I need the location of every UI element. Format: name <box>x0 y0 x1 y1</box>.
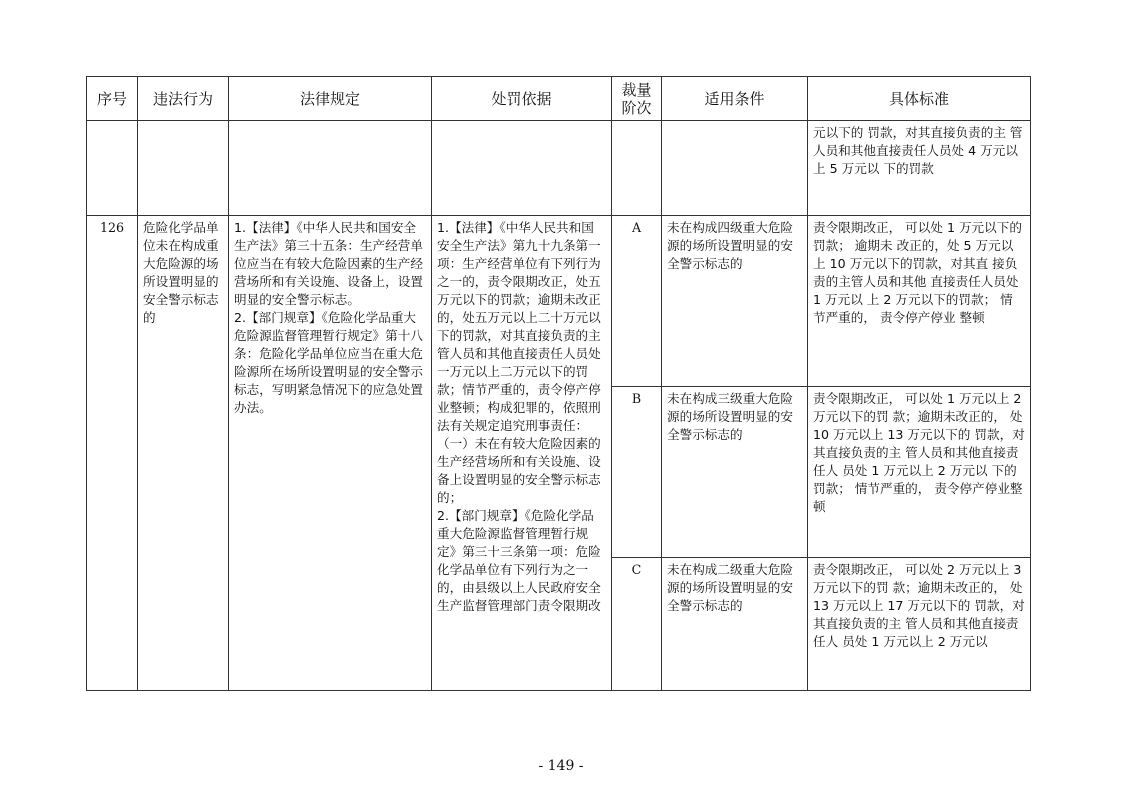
continued-law-cell <box>229 121 432 216</box>
condition-c-cell: 未在构成二级重大危险源的场所设置明显的安全警示标志的 <box>662 558 808 691</box>
header-law: 法律规定 <box>229 77 432 121</box>
row-law-cell <box>229 216 432 691</box>
page-number: - 149 - <box>538 758 584 774</box>
penalty-item-1-clause: （一）未在有较大危险因素的生产经营场所和有关设施、设备上设置明显的安全警示标志的； <box>437 436 601 505</box>
law-item-1: 1.【法律】《中华人民共和国安全生产法》第三十五条：生产经营单位应当在有较大危险因素的生产经营场所和有关设施、设备上，设置明显的安全警示标志。 <box>234 220 423 307</box>
level-c-cell: C <box>612 558 662 691</box>
row-penalty-basis-cell <box>432 216 612 691</box>
standard-b-cell: 责令限期改正， 可以处 1 万元以上 2 万元以下的罚 款；逾期未改正的， 处 10 万元以上 13 万元以下的 罚款，对其直接负责的主 管人员和其他直接责任人 员处 1 万元以上 2 万元以 下的罚款； 情节严重的， 责令停产停业整顿 <box>808 387 1031 558</box>
row-violation-cell: 危险化学品单位未在构成重大危险源的场所设置明显的安全警示标志的 <box>138 216 229 691</box>
continued-condition-cell <box>662 121 808 216</box>
law-item-2: 2.【部门规章】《危险化学品重大危险源监督管理暂行规定》第十八条：危险化学品单位应当在重大危险源所在场所设置明显的安全警示标志，写明紧急情况下的应急处置办法。 <box>234 310 423 415</box>
header-level: 裁量阶次 <box>612 77 662 121</box>
header-seq: 序号 <box>87 77 138 121</box>
table-row-126-level-a <box>87 216 1031 387</box>
table-row-continued <box>87 121 1031 216</box>
continued-seq-cell <box>87 121 138 216</box>
header-violation: 违法行为 <box>138 77 229 121</box>
penalty-standards-table <box>86 76 1031 691</box>
penalty-item-2: 2.【部门规章】《危险化学品重大危险源监督管理暂行规定》第三十三条第一项：危险化学品单位有下列行为之一的，由县级以上人民政府安全生产监督管理部门责令限期改 <box>437 508 601 613</box>
header-condition: 适用条件 <box>662 77 808 121</box>
penalty-item-1: 1.【法律】《中华人民共和国安全生产法》第九十九条第一项：生产经营单位有下列行为之一的，责令限期改正，处五万元以下的罚款；逾期未改正的，处五万元以上二十万元以下的罚款，对其直接负责的主管人员和其他直接责任人员处一万元以上二万元以下的罚款；情节严重的，责令停产停业整顿；构成犯罪的，依照刑法有关规定追究刑事责任： <box>437 220 601 433</box>
continued-violation-cell <box>138 121 229 216</box>
row-seq-cell: 126 <box>87 216 138 691</box>
table-header-row <box>87 77 1031 121</box>
level-b-cell: B <box>612 387 662 558</box>
header-penalty-basis: 处罚依据 <box>432 77 612 121</box>
standard-c-cell: 责令限期改正， 可以处 2 万元以上 3 万元以下的罚 款；逾期未改正的， 处 13 万元以上 17 万元以下的 罚款，对其直接负责的主 管人员和其他直接责任人 员处 1 万元以上 2 万元以 <box>808 558 1031 691</box>
condition-b-cell: 未在构成三级重大危险源的场所设置明显的安全警示标志的 <box>662 387 808 558</box>
level-a-cell: A <box>612 216 662 387</box>
continued-penalty-cell <box>432 121 612 216</box>
continued-standard-cell: 元以下的 罚款，对其直接负责的主 管人员和其他直接责任人员处 4 万元以上 5 万元以 下的罚款 <box>808 121 1031 216</box>
standard-a-cell: 责令限期改正， 可以处 1 万元以下的罚款； 逾期未 改正的，处 5 万元以上 10 万元以下的罚款，对其直 接负责的主管人员和其他 直接责任人员处 1 万元以 上 2 万元以下的罚款； 情 节严重的， 责令停产停业 整顿 <box>808 216 1031 387</box>
continued-level-cell <box>612 121 662 216</box>
condition-a-cell: 未在构成四级重大危险源的场所设置明显的安全警示标志的 <box>662 216 808 387</box>
header-standard: 具体标准 <box>808 77 1031 121</box>
